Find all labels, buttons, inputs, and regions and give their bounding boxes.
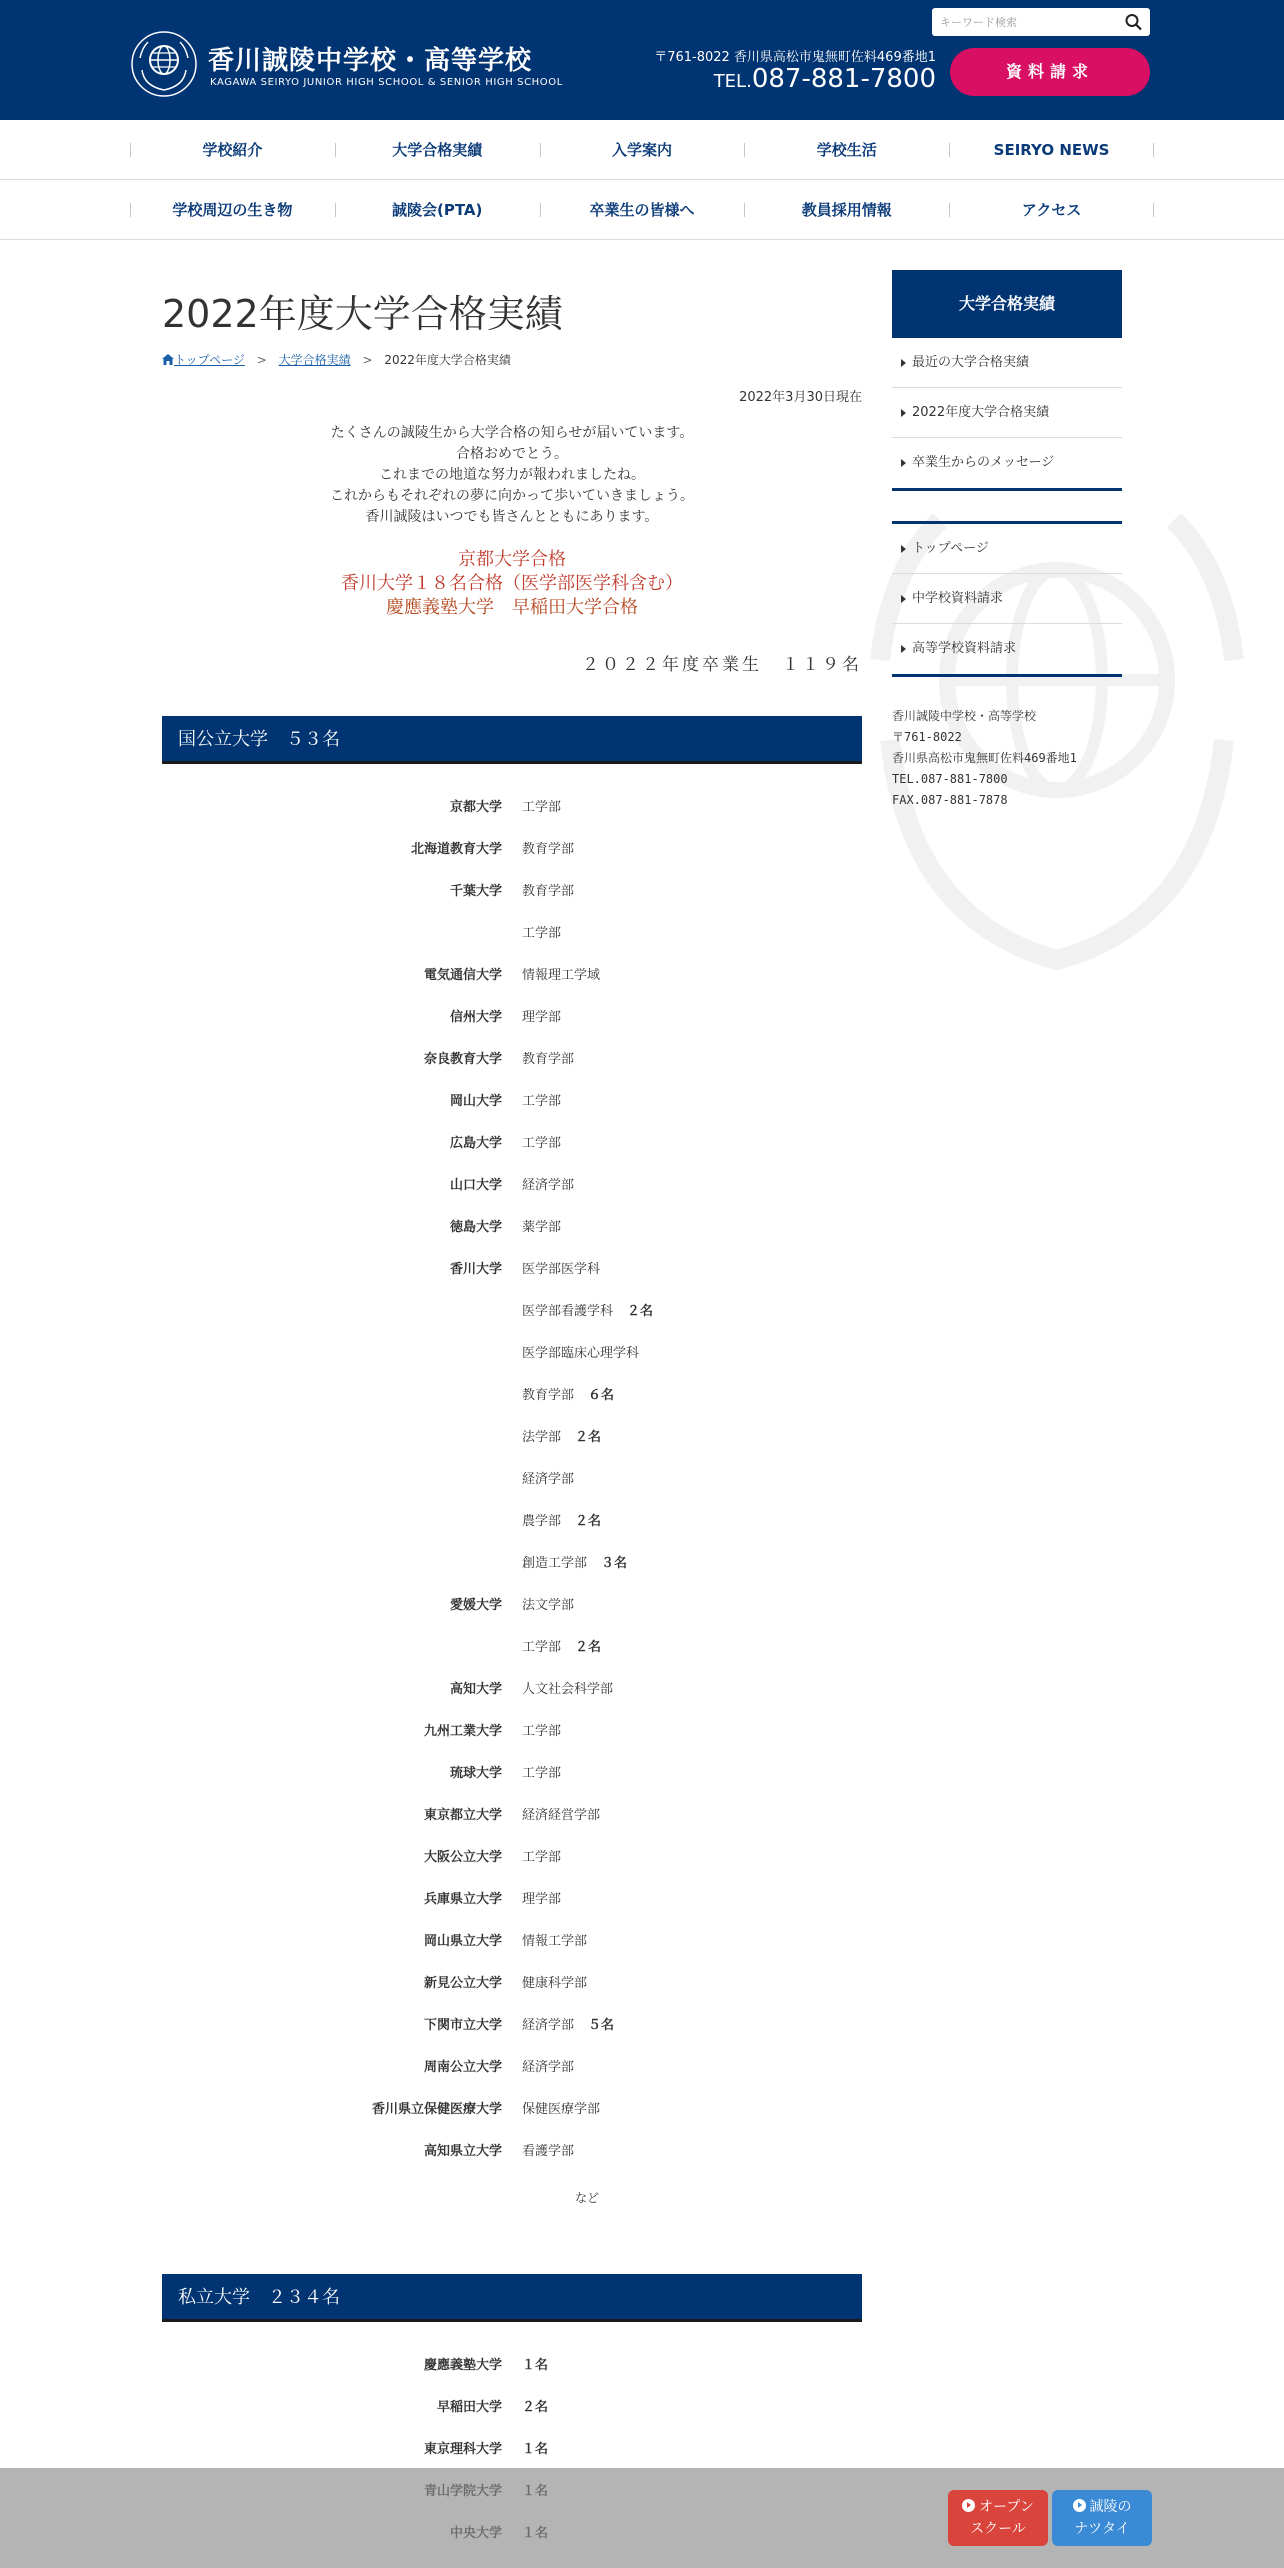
result-row xyxy=(162,1542,862,1584)
result-row xyxy=(162,1416,862,1458)
faculty xyxy=(522,2140,574,2159)
university-name: 東京理科大学 xyxy=(423,2442,502,2457)
nav-school-life[interactable]: 学校生活 xyxy=(744,120,949,180)
faculty-name: 理学部 xyxy=(522,1010,562,1025)
faculty-name: 経済学部 xyxy=(522,1472,575,1487)
nav-pta[interactable]: 誠陵会(PTA) xyxy=(335,180,540,240)
faculty xyxy=(522,1678,613,1697)
intro-line: たくさんの誠陵生から大学合格の知らせが届いています。 xyxy=(330,425,694,441)
faculty xyxy=(522,1846,561,1865)
faculty xyxy=(522,1594,574,1613)
faculty xyxy=(522,1384,614,1403)
faculty xyxy=(522,2014,614,2033)
school-emblem-icon[interactable] xyxy=(130,30,198,98)
sidebar-results-list xyxy=(892,338,1122,491)
result-row xyxy=(162,1710,862,1752)
university-name: 九州工業大学 xyxy=(423,1724,502,1739)
faculty xyxy=(522,1258,600,1277)
pass-count: ３名 xyxy=(601,1556,628,1571)
faculty xyxy=(522,1300,653,1319)
faculty-name: 工学部 xyxy=(522,1724,562,1739)
university-name: 千葉大学 xyxy=(449,884,502,899)
faculty xyxy=(522,1426,601,1445)
faculty-name: 農学部 xyxy=(522,1514,562,1529)
university-name: 琉球大学 xyxy=(449,1766,502,1781)
natsutai-button[interactable] xyxy=(1052,2490,1152,2546)
national-universities-heading: 国公立大学 ５３名 xyxy=(162,716,862,764)
nav-seiryo-news[interactable]: SEIRYO NEWS xyxy=(949,120,1154,180)
circle-arrow-icon xyxy=(962,2499,975,2512)
sidebar-item-hs-request[interactable]: 高等学校資料請求 xyxy=(892,624,1122,674)
nav-university-results[interactable]: 大学合格実績 xyxy=(335,120,540,180)
result-row xyxy=(162,1290,862,1332)
pass-count: ２名 xyxy=(522,2400,549,2415)
faculty xyxy=(522,1090,561,1109)
result-row xyxy=(162,1668,862,1710)
university-name: 信州大学 xyxy=(449,1010,502,1025)
result-row xyxy=(162,2088,862,2130)
breadcrumb-separator: > xyxy=(256,353,267,367)
tel-prefix: TEL. xyxy=(713,71,752,92)
result-row xyxy=(162,1500,862,1542)
pass-count: １名 xyxy=(522,2442,549,2457)
result-row xyxy=(162,1122,862,1164)
tel-number: 087-881-7800 xyxy=(751,64,936,94)
intro-line: 合格おめでとう。 xyxy=(456,446,568,462)
faculty-name: 工学部 xyxy=(522,1136,562,1151)
faculty-name: 情報理工学域 xyxy=(522,968,601,983)
address-line: FAX.087-881-7878 xyxy=(892,793,1008,807)
intro-line: これからもそれぞれの夢に向かって歩いていきましょう。 xyxy=(330,488,694,504)
result-row xyxy=(162,1038,862,1080)
university-name: 大阪公立大学 xyxy=(423,1850,502,1865)
pass-count: ６名 xyxy=(588,1388,615,1403)
faculty xyxy=(522,1342,639,1361)
result-row xyxy=(162,2004,862,2046)
faculty xyxy=(522,1174,574,1193)
faculty xyxy=(522,880,574,899)
faculty xyxy=(522,922,561,941)
nav-admissions[interactable]: 入学案内 xyxy=(540,120,745,180)
result-row xyxy=(162,1206,862,1248)
breadcrumb xyxy=(162,351,511,368)
highlight-line: 京都大学合格 xyxy=(458,549,566,570)
open-school-button[interactable] xyxy=(948,2490,1048,2546)
result-row xyxy=(162,1374,862,1416)
result-row xyxy=(162,1962,862,2004)
pass-count: ５名 xyxy=(588,2018,615,2033)
result-row xyxy=(162,1752,862,1794)
faculty xyxy=(522,1720,561,1739)
result-row xyxy=(162,2130,862,2172)
faculty xyxy=(522,1888,561,1907)
result-row xyxy=(162,996,862,1038)
faculty-name: 保健医療学部 xyxy=(522,2102,601,2117)
university-name: 岡山県立大学 xyxy=(423,1934,502,1949)
university-name: 京都大学 xyxy=(449,800,502,815)
result-row xyxy=(162,1332,862,1374)
faculty-name: 教育学部 xyxy=(522,1388,575,1403)
result-row xyxy=(162,2428,862,2470)
faculty-name: 経済学部 xyxy=(522,2018,575,2033)
faculty xyxy=(522,2098,600,2117)
breadcrumb-current: 2022年度大学合格実績 xyxy=(384,353,511,367)
pass-count: ２名 xyxy=(575,1430,602,1445)
faculty-name: 経済学部 xyxy=(522,2060,575,2075)
university-name: 北海道教育大学 xyxy=(410,842,502,857)
university-name: 徳島大学 xyxy=(449,1220,502,1235)
as-of-date: 2022年3月30日現在 xyxy=(739,390,862,405)
pass-count: ２名 xyxy=(627,1304,654,1319)
faculty-name: 経済学部 xyxy=(522,1178,575,1193)
faculty xyxy=(522,1510,601,1529)
faculty-name: 看護学部 xyxy=(522,2144,575,2159)
university-name: 広島大学 xyxy=(449,1136,502,1151)
university-name: 兵庫県立大学 xyxy=(423,1892,502,1907)
university-name: 香川県立保健医療大学 xyxy=(371,2102,502,2117)
pass-count: １名 xyxy=(522,2358,549,2373)
faculty-name: 教育学部 xyxy=(522,1052,575,1067)
faculty xyxy=(522,1930,587,1949)
address-line: TEL.087-881-7800 xyxy=(892,772,1008,786)
natsutai-label-1: 誠陵の xyxy=(1089,2499,1132,2515)
result-row xyxy=(162,1626,862,1668)
university-name: 山口大学 xyxy=(449,1178,502,1193)
university-name: 電気通信大学 xyxy=(423,968,502,983)
breadcrumb-separator: > xyxy=(362,353,373,367)
search-input[interactable] xyxy=(932,8,1118,36)
faculty xyxy=(522,1216,561,1235)
global-nav-row1 xyxy=(0,120,1284,180)
sidebar-heading[interactable]: 大学合格実績 xyxy=(892,270,1122,338)
open-school-label-2: スクール xyxy=(970,2521,1026,2537)
faculty-name: 教育学部 xyxy=(522,842,575,857)
result-row xyxy=(162,912,862,954)
faculty xyxy=(522,1762,561,1781)
request-materials-button[interactable]: 資料請求 xyxy=(950,48,1150,96)
faculty-name: 理学部 xyxy=(522,1892,562,1907)
faculty-name: 工学部 xyxy=(522,926,562,941)
faculty xyxy=(522,1636,601,1655)
faculty-name: 工学部 xyxy=(522,1094,562,1109)
sidebar-item-recent-results[interactable]: 最近の大学合格実績 xyxy=(892,338,1122,388)
circle-arrow-icon xyxy=(1073,2499,1086,2512)
faculty-name: 工学部 xyxy=(522,1766,562,1781)
faculty xyxy=(522,1972,587,1991)
result-row xyxy=(162,1080,862,1122)
school-name[interactable]: 香川誠陵中学校・高等学校 xyxy=(208,46,533,76)
faculty-name: 法文学部 xyxy=(522,1598,575,1613)
header-address: 〒761-8022 香川県高松市鬼無町佐料469番地1 xyxy=(654,50,936,65)
highlight-line: 香川大学１８名合格（医学部医学科含む） xyxy=(341,573,683,594)
faculty-name: 医学部看護学科 xyxy=(522,1304,614,1319)
nav-teacher-recruitment[interactable]: 教員採用情報 xyxy=(744,180,949,240)
university-name: 奈良教育大学 xyxy=(423,1052,502,1067)
sidebar-item-alumni-messages[interactable]: 卒業生からのメッセージ xyxy=(892,438,1122,488)
faculty-name: 工学部 xyxy=(522,1850,562,1865)
breadcrumb-home-link[interactable]: トップページ xyxy=(174,353,245,367)
home-icon[interactable] xyxy=(162,354,174,365)
address-line: 〒761-8022 xyxy=(892,730,962,744)
result-row xyxy=(162,1794,862,1836)
faculty-name: 健康科学部 xyxy=(522,1976,588,1991)
faculty xyxy=(522,964,600,983)
highlight-line: 慶應義塾大学 早稲田大学合格 xyxy=(386,597,638,618)
pass-count: ２名 xyxy=(575,1640,602,1655)
faculty-name: 工学部 xyxy=(522,1640,562,1655)
intro-line: これまでの地道な努力が報われましたね。 xyxy=(379,467,645,483)
faculty-name: 医学部医学科 xyxy=(522,1262,601,1277)
sidebar-item-2022-results[interactable]: 2022年度大学合格実績 xyxy=(892,388,1122,438)
etc-note: など xyxy=(575,2191,600,2205)
natsutai-label-2: ナツタイ xyxy=(1074,2521,1130,2537)
result-row xyxy=(162,870,862,912)
faculty xyxy=(522,2056,574,2075)
university-name: 香川大学 xyxy=(449,1262,502,1277)
sidebar-address xyxy=(892,706,1077,811)
school-name-en: KAGAWA SEIRYO JUNIOR HIGH SCHOOL & SENIOR HIGH SCHOOL xyxy=(210,77,563,88)
faculty xyxy=(522,1468,574,1487)
result-row xyxy=(162,786,862,828)
nav-local-wildlife[interactable]: 学校周辺の生き物 xyxy=(130,180,335,240)
national-universities-list xyxy=(162,786,862,2172)
faculty xyxy=(522,796,561,815)
faculty-name: 薬学部 xyxy=(522,1220,562,1235)
faculty-name: 教育学部 xyxy=(522,884,575,899)
university-name: 岡山大学 xyxy=(449,1094,502,1109)
faculty xyxy=(522,1006,561,1025)
highlights xyxy=(162,548,862,620)
faculty-name: 工学部 xyxy=(522,800,562,815)
intro-message xyxy=(162,423,862,528)
result-row xyxy=(162,954,862,996)
result-row xyxy=(162,1584,862,1626)
nav-access[interactable]: アクセス xyxy=(949,180,1154,240)
university-name: 東京都立大学 xyxy=(423,1808,502,1823)
sidebar-item-jhs-request[interactable]: 中学校資料請求 xyxy=(892,574,1122,624)
faculty xyxy=(522,838,574,857)
result-row xyxy=(162,2046,862,2088)
faculty-name: 情報工学部 xyxy=(522,1934,588,1949)
site-header xyxy=(0,0,1284,120)
faculty xyxy=(522,1804,600,1823)
page-title: 2022年度大学合格実績 xyxy=(162,292,563,336)
university-name: 慶應義塾大学 xyxy=(423,2358,502,2373)
university-name: 新見公立大学 xyxy=(423,1976,502,1991)
result-row xyxy=(162,2344,862,2386)
university-name: 愛媛大学 xyxy=(449,1598,502,1613)
faculty-name: 医学部臨床心理学科 xyxy=(522,1346,640,1361)
address-line: 香川誠陵中学校・高等学校 xyxy=(892,709,1037,723)
address-line: 香川県高松市鬼無町佐料469番地1 xyxy=(892,751,1077,765)
university-name: 早稲田大学 xyxy=(436,2400,502,2415)
faculty-name: 創造工学部 xyxy=(522,1556,588,1571)
sidebar-links-list xyxy=(892,521,1122,677)
faculty-name: 経済経営学部 xyxy=(522,1808,601,1823)
result-row xyxy=(162,1878,862,1920)
search-box xyxy=(932,8,1150,36)
university-name: 高知県立大学 xyxy=(423,2144,502,2159)
global-nav-row2 xyxy=(0,180,1284,240)
faculty-name: 法学部 xyxy=(522,1430,562,1445)
header-tel xyxy=(680,64,936,94)
university-name: 周南公立大学 xyxy=(423,2060,502,2075)
result-row xyxy=(162,1458,862,1500)
result-row xyxy=(162,1836,862,1878)
search-icon[interactable] xyxy=(1124,13,1144,31)
result-row xyxy=(162,1248,862,1290)
pass-count: ２名 xyxy=(575,1514,602,1529)
result-row xyxy=(162,828,862,870)
graduate-count: ２０２２年度卒業生 １１９名 xyxy=(582,655,862,675)
intro-line: 香川誠陵はいつでも皆さんとともにあります。 xyxy=(365,509,659,525)
university-name: 下関市立大学 xyxy=(423,2018,502,2033)
faculty-name: 人文社会科学部 xyxy=(522,1682,614,1697)
result-row xyxy=(162,2386,862,2428)
open-school-label-1: オープン xyxy=(979,2499,1034,2515)
university-name: 高知大学 xyxy=(449,1682,502,1697)
faculty xyxy=(522,1552,627,1571)
sidebar-item-top-page[interactable]: トップページ xyxy=(892,524,1122,574)
result-row xyxy=(162,1164,862,1206)
result-row xyxy=(162,1920,862,1962)
breadcrumb-parent-link[interactable]: 大学合格実績 xyxy=(278,353,351,367)
faculty xyxy=(522,1048,574,1067)
faculty xyxy=(522,1132,561,1151)
nav-alumni[interactable]: 卒業生の皆様へ xyxy=(540,180,745,240)
private-universities-heading: 私立大学 ２３４名 xyxy=(162,2274,862,2322)
nav-school-intro[interactable]: 学校紹介 xyxy=(130,120,335,180)
